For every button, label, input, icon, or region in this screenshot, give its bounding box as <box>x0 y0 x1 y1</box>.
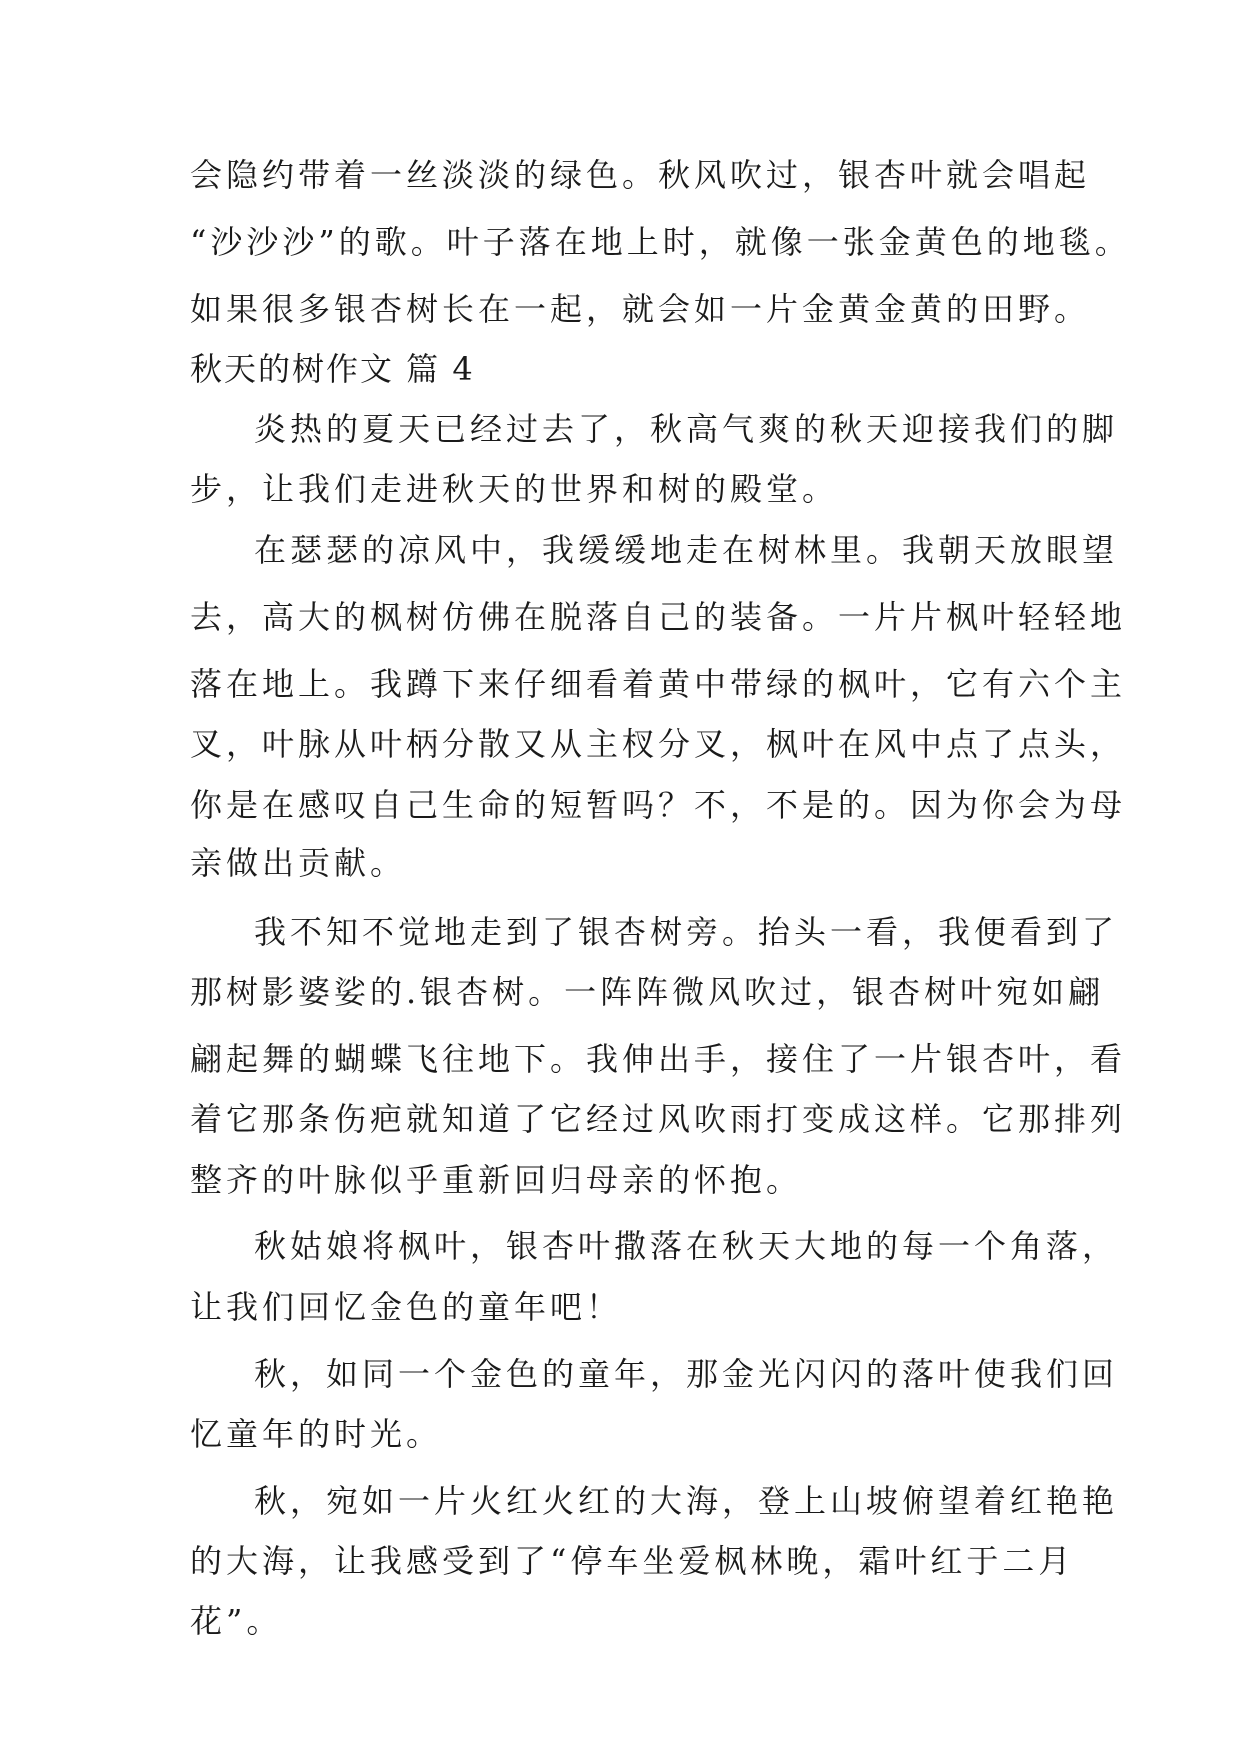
paragraph-line: “沙沙沙”的歌。叶子落在地上时，就像一张金黄色的地毯。 <box>190 223 1131 261</box>
paragraph-line: 你是在感叹自己生命的短暂吗？不，不是的。因为你会为母 <box>190 786 1127 824</box>
paragraph-line: 我不知不觉地走到了银杏树旁。抬头一看，我便看到了 <box>254 913 1119 951</box>
section-heading: 秋天的树作文 篇 4 <box>190 350 475 388</box>
paragraph-line: 花”。 <box>190 1602 283 1640</box>
paragraph-line: 亲做出贡献。 <box>190 844 407 882</box>
paragraph-line: 整齐的叶脉似乎重新回归母亲的怀抱。 <box>190 1161 803 1199</box>
paragraph-line: 如果很多银杏树长在一起，就会如一片金黄金黄的田野。 <box>190 290 1091 328</box>
paragraph-line: 秋，宛如一片火红火红的大海，登上山坡俯望着红艳艳 <box>254 1482 1119 1520</box>
paragraph-line: 去，高大的枫树仿佛在脱落自己的装备。一片片枫叶轻轻地 <box>190 598 1127 636</box>
paragraph-line: 叉，叶脉从叶柄分散又从主杈分叉，枫叶在风中点了点头， <box>190 725 1127 763</box>
paragraph-line: 忆童年的时光。 <box>190 1415 443 1453</box>
paragraph-line: 那树影婆娑的.银杏树。一阵阵微风吹过，银杏树叶宛如翩 <box>190 973 1105 1011</box>
paragraph-line: 炎热的夏天已经过去了，秋高气爽的秋天迎接我们的脚 <box>254 410 1119 448</box>
paragraph-line: 让我们回忆金色的童年吧！ <box>190 1288 623 1326</box>
paragraph-line: 翩起舞的蝴蝶飞往地下。我伸出手，接住了一片银杏叶，看 <box>190 1040 1127 1078</box>
paragraph-line: 落在地上。我蹲下来仔细看着黄中带绿的枫叶，它有六个主 <box>190 665 1127 703</box>
paragraph-line: 步，让我们走进秋天的世界和树的殿堂。 <box>190 470 839 508</box>
paragraph-line: 秋姑娘将枫叶，银杏叶撒落在秋天大地的每一个角落， <box>254 1227 1119 1265</box>
paragraph-line: 会隐约带着一丝淡淡的绿色。秋风吹过，银杏叶就会唱起 <box>190 156 1091 194</box>
paragraph-line: 着它那条伤疤就知道了它经过风吹雨打变成这样。它那排列 <box>190 1100 1127 1138</box>
paragraph-line: 的大海，让我感受到了“停车坐爱枫林晚，霜叶红于二月 <box>190 1542 1075 1580</box>
paragraph-line: 在瑟瑟的凉风中，我缓缓地走在树林里。我朝天放眼望 <box>254 531 1119 569</box>
paragraph-line: 秋，如同一个金色的童年，那金光闪闪的落叶使我们回 <box>254 1355 1119 1393</box>
